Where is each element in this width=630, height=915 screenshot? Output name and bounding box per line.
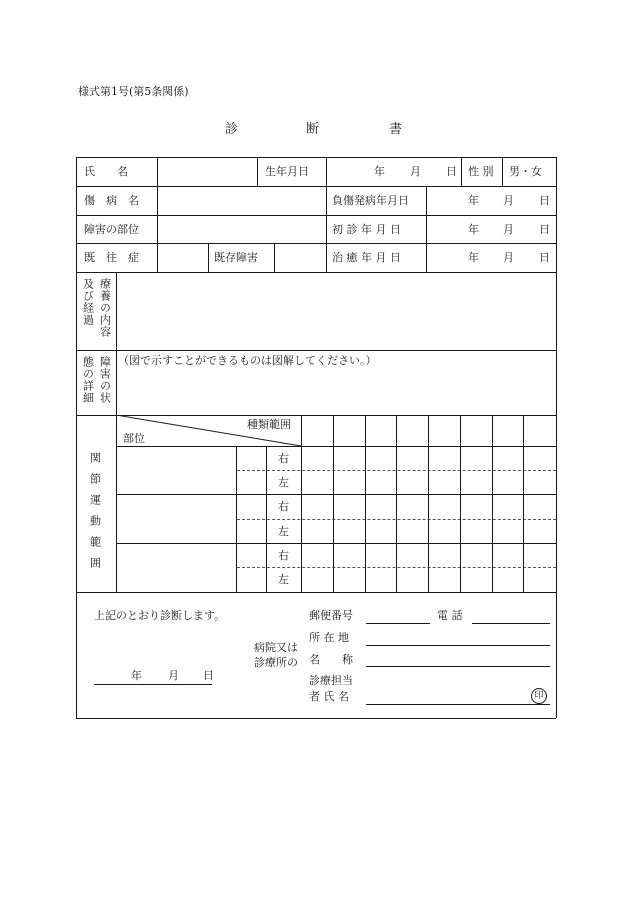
- title-char-2: 断: [306, 122, 320, 137]
- seal-mark: 印: [531, 688, 547, 704]
- institution-name-field[interactable]: [366, 649, 550, 666]
- phone-field[interactable]: [472, 605, 550, 623]
- sex-label: 性 別: [468, 165, 494, 178]
- injury-name-label: 傷 病 名: [84, 194, 139, 207]
- doctor-label-1: 診療担当: [309, 674, 353, 687]
- disability-site-label: 障害の部位: [84, 223, 139, 236]
- address-label: 所 在 地: [309, 631, 349, 644]
- institution-label-1: 病院又は: [254, 641, 298, 654]
- form-border-bottom: [76, 718, 556, 719]
- title-char-1: 診: [225, 122, 239, 137]
- form-border-right: [556, 157, 557, 718]
- rom-header-type-range: 種類範囲: [247, 418, 291, 431]
- rom-left-3: 左: [278, 573, 289, 586]
- rom-site-field-1[interactable]: [117, 447, 235, 493]
- institution-name-label: 名 称: [309, 653, 353, 666]
- existing-disability-field[interactable]: [275, 244, 325, 271]
- treatment-label-col2: 及び経過: [81, 278, 95, 326]
- disability-site-field[interactable]: [158, 216, 325, 242]
- phone-label: 電 話: [437, 609, 463, 622]
- first-visit-month-label: 月: [503, 223, 514, 236]
- onset-year-label: 年: [468, 194, 479, 207]
- rom-left-1: 左: [278, 476, 289, 489]
- cure-date-label: 治 癒 年 月 日: [332, 251, 401, 264]
- postal-code-field[interactable]: [366, 605, 430, 623]
- injury-name-field[interactable]: [158, 187, 325, 214]
- treatment-label-col1: 療養の内容: [98, 278, 112, 338]
- cure-day-label: 日: [539, 251, 550, 264]
- rom-left-2: 左: [278, 525, 289, 538]
- cure-month-label: 月: [503, 251, 514, 264]
- onset-date-label: 負傷発病年月日: [332, 194, 409, 207]
- disability-note: （図で示すことができるものは図解してください。）: [118, 354, 377, 367]
- title-char-3: 書: [389, 122, 403, 137]
- birth-date-label: 生年月日: [265, 165, 309, 178]
- address-field[interactable]: [366, 627, 550, 645]
- cure-year-label: 年: [468, 251, 479, 264]
- onset-day-label: 日: [539, 194, 550, 207]
- medical-history-field[interactable]: [158, 244, 207, 271]
- treatment-content-field[interactable]: [117, 273, 555, 349]
- disability-details-field[interactable]: [117, 368, 555, 414]
- birth-year-label: 年: [374, 165, 385, 178]
- rom-right-2: 右: [278, 500, 289, 513]
- issue-date-underline: [94, 684, 212, 685]
- postal-code-label: 郵便番号: [309, 609, 353, 622]
- issue-month-label: 月: [168, 669, 179, 682]
- disability-label-col2: 態の詳細: [81, 356, 95, 404]
- first-visit-day-label: 日: [539, 223, 550, 236]
- doctor-label-2: 者 氏 名: [309, 690, 349, 703]
- first-visit-label: 初 診 年 月 日: [332, 223, 401, 236]
- rom-site-field-3[interactable]: [117, 544, 235, 591]
- form-border-top: [76, 157, 556, 158]
- birth-day-label: 日: [446, 165, 457, 178]
- form-number: 様式第1号(第5条関係): [78, 85, 189, 98]
- birth-date-field[interactable]: [327, 158, 460, 185]
- rom-label: 関節運動範囲: [88, 452, 102, 578]
- birth-month-label: 月: [410, 165, 421, 178]
- disability-label-col1: 障害の状: [98, 356, 112, 404]
- existing-disability-label: 既存障害: [214, 251, 258, 264]
- rom-header-site: 部位: [123, 432, 145, 445]
- certification-statement: 上記のとおり診断します。: [94, 609, 226, 622]
- issue-date-field[interactable]: [94, 664, 212, 684]
- onset-month-label: 月: [503, 194, 514, 207]
- medical-history-label: 既 往 症: [84, 251, 139, 264]
- institution-label-2: 診療所の: [254, 656, 298, 669]
- name-label: 氏 名: [84, 165, 128, 178]
- name-field[interactable]: [158, 158, 256, 185]
- rom-right-3: 右: [278, 549, 289, 562]
- issue-day-label: 日: [203, 669, 214, 682]
- rom-site-field-2[interactable]: [117, 495, 235, 542]
- doctor-name-field[interactable]: [366, 686, 526, 704]
- rom-right-1: 右: [278, 452, 289, 465]
- sex-value[interactable]: 男・女: [509, 165, 542, 178]
- issue-year-label: 年: [131, 669, 142, 682]
- form-border-left: [76, 157, 77, 718]
- first-visit-year-label: 年: [468, 223, 479, 236]
